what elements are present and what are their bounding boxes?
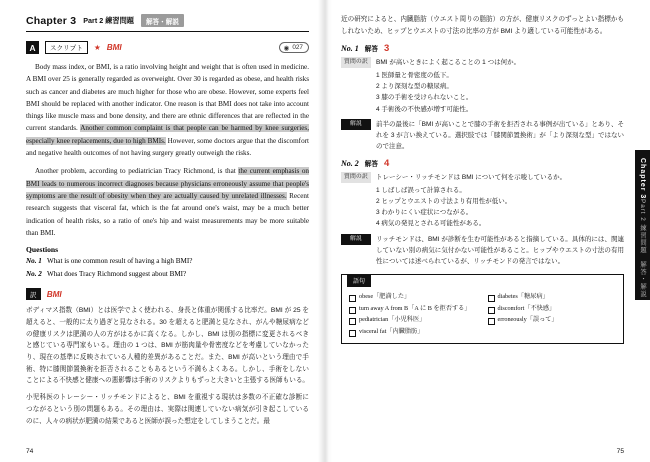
translation-continuation: 近の研究によると、内臓脂肪（ウエスト周りの脂肪）の方が、健康リスクのずっとよい指標かもしれないため、ヒップとウエストの寸法の比率の方が BMI より適している可能性がある。 bbox=[341, 16, 625, 35]
option-item: 4 手術後の不快感が増す可能性。 bbox=[376, 105, 473, 113]
option-item: 3 わかりにくい症状につながる。 bbox=[376, 209, 473, 217]
checkbox-icon[interactable] bbox=[488, 318, 495, 325]
question-number: No. 2 bbox=[26, 269, 42, 278]
vocabulary-text: diabetes「糖尿病」 bbox=[497, 293, 549, 301]
p2-highlight: the current emphasis on BMI leads to numerous incorrect diagnoses because physicians erroneously assume that people's symptoms are the result of obesity when they are actually caused by unrelated illnesses. bbox=[26, 167, 309, 200]
audio-track-badge[interactable] bbox=[279, 42, 309, 53]
question-text: What does Tracy Richmond suggest about BMI? bbox=[47, 269, 187, 278]
answer-label: 解答 bbox=[364, 46, 378, 54]
question-translation-text: トレーシー・リッチモンドは BMI について何を示唆しているか。 bbox=[376, 174, 567, 182]
section-badge: 解答・解説 bbox=[141, 14, 184, 27]
vocabulary-text: erroneously「誤って」 bbox=[497, 316, 558, 324]
vocabulary-item bbox=[488, 315, 617, 326]
vocabulary-text: obese「肥満した」 bbox=[359, 293, 411, 301]
speaker-icon: ◉ bbox=[283, 44, 290, 52]
track-number: 027 bbox=[292, 44, 303, 51]
question-translation-body bbox=[376, 172, 566, 229]
star-icon: ★ bbox=[93, 43, 101, 52]
checkbox-icon[interactable] bbox=[349, 295, 356, 302]
translation-tag: 訳 bbox=[26, 288, 41, 300]
vocabulary-item bbox=[349, 292, 478, 303]
option-item: 2 より深刻な型の糖尿病。 bbox=[376, 82, 453, 90]
explanation-tag: 解説 bbox=[341, 119, 371, 130]
vocabulary-text: visceral fat「内臓脂肪」 bbox=[359, 327, 424, 335]
vocabulary-grid bbox=[349, 292, 616, 337]
right-page bbox=[325, 0, 650, 462]
item-number: No. 1 bbox=[341, 43, 359, 53]
vocabulary-item bbox=[349, 327, 478, 338]
option-item: 2 ヒップとウエストの寸法より有用性が低い。 bbox=[376, 197, 512, 205]
question-translation-tag: 質問の訳 bbox=[341, 172, 371, 183]
translation-paragraph-1: ボディマス指数（BMI）とは医学でよく使われる、身長と体重が関係する比率だ。BMI が 25 を超えると、一般的に太り過ぎと見なされる。30 を超えると肥満と見なされ、がんや糖尿病などの健康リスクは肥満の人の方がはるかに高くなる。しかし、BMI は別の指標に変更されるべきと感じている専門家もいる。理由の 1 つは、BMI が筋肉量や骨密度などを考慮していなかったり、現在の基準に反映されている人種的差異があることだ。また、BMI が高いという理由で手術、特に膝関節置換術を拒否されることもあるという不満もよくある。しかし、手術をしないことによる不快感と健康への悪影響は手術のリスクよりもずっと大きいと主張する医師もいる。 bbox=[26, 307, 310, 385]
translation-paragraph-2: 小児科医のトレーシー・リッチモンドによると、BMI を重視する現状は多数の不正確な診断につながるという別の問題もある。その理由は、実際は関連していない病気が引き起こしているのに、人々の病状が肥満の結果であると医師が誤った想定をしてしまうことだ。最 bbox=[26, 394, 309, 425]
part-label: Part 2 練習問題 bbox=[83, 15, 134, 25]
p2-pre: Another problem, according to pediatrician Tracy Richmond, is that bbox=[35, 167, 239, 176]
question-item bbox=[26, 269, 309, 280]
p1-highlight: Another common complaint is that people can be harmed by knee surgeries, especially knee replacements, due to high BMIs. bbox=[26, 124, 309, 145]
checkbox-icon[interactable] bbox=[349, 318, 356, 325]
explanation-text: リッチモンドは、BMI が診断を生む可能性があると指摘している。具体的には、関連していない別の病気に気付かない可能性があること。ヒップやウエストの寸法の有用性については述べられているが、リッチモンドの発言ではない。 bbox=[376, 235, 624, 266]
checkbox-icon[interactable] bbox=[349, 307, 356, 314]
explanation-block-2 bbox=[341, 234, 624, 268]
p2-post: Recent research suggests that visceral fat, which is the fat around one's waist, may be a much better indication of health risks, so a ratio of one's hip and waist measurements may be more suitable than BMI. bbox=[26, 191, 309, 237]
page-number-left: 74 bbox=[26, 448, 34, 455]
options-list bbox=[376, 185, 566, 230]
question-item bbox=[26, 256, 309, 267]
side-tab-detail: Part 2 練習問題 解答・解説 bbox=[639, 199, 646, 298]
questions-label: Questions bbox=[26, 245, 59, 255]
question-text: What is one common result of having a high BMI? bbox=[47, 257, 193, 266]
explanation-text: 前半の最後に「BMI が高いことで膝の手術を拒否される事例が出ている」とあり、それを 3 が言い換えている。選択肢では「膝関節置換術」が「より深刻な型」ではないので注意。 bbox=[376, 120, 624, 151]
vocabulary-text: discomfort「不快感」 bbox=[497, 304, 556, 312]
option-item: 1 医師量と骨密度の低下。 bbox=[376, 71, 453, 79]
question-translation-text: BMI が高いときによく起こることの 1 つは何か。 bbox=[376, 59, 521, 67]
options-list bbox=[376, 70, 520, 115]
option-item: 4 病気の発見とされる可能性がある。 bbox=[376, 220, 486, 228]
p1-pre: Body mass index, or BMI, is a ratio involving height and weight that is often used in medicine. A BMI over 25 is generally regarded as overweight. Over 30 is regarded as obese, and health risks such as cancer and diabetes are much higher for those who are obese. However, some experts feel BMI should be replaced with another indicator. One reason is that BMI does not take into account things like muscle mass and bone density, and there are ethnic differences that are reflected in the current standards. bbox=[26, 63, 309, 133]
section-mark: A bbox=[26, 41, 39, 54]
option-item: 1 しばしば誤って計算される。 bbox=[376, 186, 466, 194]
question-translation-block-2 bbox=[341, 172, 624, 229]
side-tab-chapter: Chapter 3 bbox=[639, 158, 646, 200]
answer-value: 4 bbox=[383, 157, 390, 169]
p1-post: However, some doctors argue that the discomfort and negative health outcomes of not having surgery greatly outweigh the risks. bbox=[26, 136, 309, 158]
checkbox-icon[interactable] bbox=[488, 307, 495, 314]
side-tab bbox=[635, 150, 650, 300]
vocabulary-box bbox=[341, 274, 624, 344]
question-translation-tag: 質問の訳 bbox=[341, 57, 371, 68]
chapter-header bbox=[26, 14, 309, 32]
question-number: No. 1 bbox=[26, 257, 42, 266]
vocabulary-title: 語句 bbox=[347, 275, 371, 287]
answer-value: 3 bbox=[383, 42, 390, 54]
option-item: 3 膝の手術を受けられないこと。 bbox=[376, 94, 473, 102]
vocabulary-text: turn away A from B「A に B を拒否する」 bbox=[359, 304, 471, 312]
chapter-title: Chapter 3 bbox=[26, 14, 77, 27]
answer-header-2 bbox=[341, 158, 624, 168]
vocabulary-item bbox=[488, 304, 617, 315]
question-translation-block-1 bbox=[341, 57, 624, 114]
explanation-block-1 bbox=[341, 119, 624, 153]
vocabulary-text: pediatrician「小児科医」 bbox=[359, 316, 426, 324]
script-tag: スクリプト bbox=[45, 41, 88, 54]
topic-title: BMI bbox=[106, 43, 122, 52]
translation-topic: BMI bbox=[46, 289, 62, 299]
item-number: No. 2 bbox=[341, 158, 359, 168]
answer-header-1 bbox=[341, 43, 624, 53]
answer-label: 解答 bbox=[364, 161, 378, 169]
vocabulary-item bbox=[349, 304, 478, 315]
question-translation-body bbox=[376, 57, 520, 114]
script-header-row bbox=[26, 41, 309, 54]
english-paragraph-1 bbox=[26, 61, 309, 159]
vocabulary-item bbox=[349, 315, 478, 326]
english-paragraph-2 bbox=[26, 165, 309, 239]
vocabulary-item bbox=[488, 292, 617, 303]
explanation-tag: 解説 bbox=[341, 234, 371, 245]
checkbox-icon[interactable] bbox=[349, 330, 356, 337]
translation-header bbox=[26, 288, 309, 300]
checkbox-icon[interactable] bbox=[488, 295, 495, 302]
page-number-right: 75 bbox=[616, 448, 624, 455]
